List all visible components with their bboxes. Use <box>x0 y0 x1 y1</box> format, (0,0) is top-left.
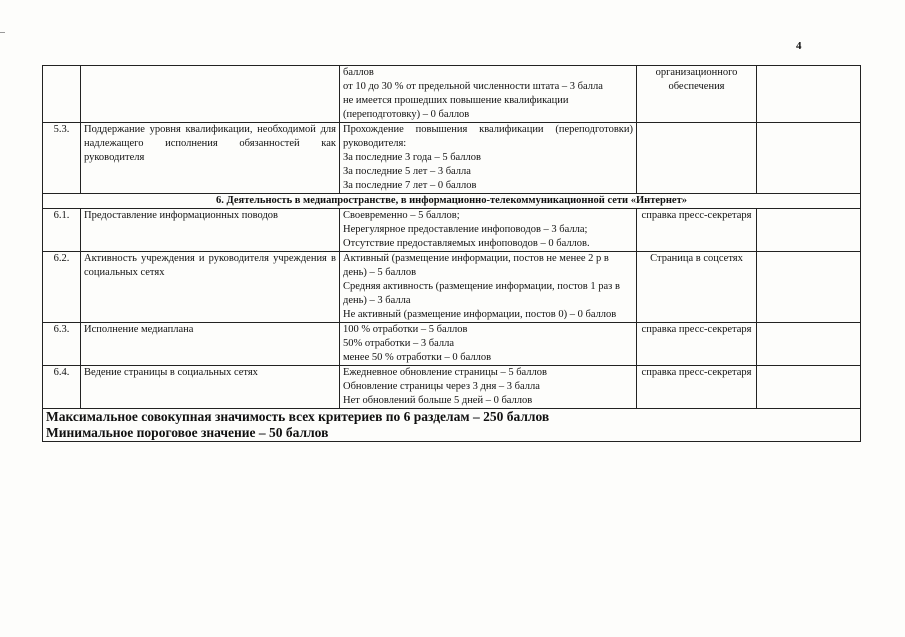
table-row <box>43 323 861 366</box>
table-row <box>43 252 861 323</box>
scoring-line: Обновление страницы через 3 дня – 3 балла <box>343 381 540 392</box>
scoring-line: менее 50 % отработки – 0 баллов <box>343 352 492 363</box>
source-cell: справка пресс-секретаря <box>637 366 757 409</box>
scoring-line: Нет обновлений больше 5 дней – 0 баллов <box>343 395 533 406</box>
scoring-line: Ежедневное обновление страницы – 5 баллов <box>343 367 547 378</box>
score-cell <box>757 66 861 123</box>
table-row <box>43 66 861 123</box>
score-cell <box>757 252 861 323</box>
score-cell <box>757 366 861 409</box>
scoring-cell <box>340 252 637 323</box>
score-cell <box>757 209 861 252</box>
criterion-cell <box>81 66 340 123</box>
score-cell <box>757 323 861 366</box>
scoring-line: За последние 7 лет – 0 баллов <box>343 180 477 191</box>
page-number: 4 <box>796 40 802 52</box>
row-number: 6.2. <box>43 252 81 323</box>
table-row <box>43 123 861 194</box>
scoring-line: За последние 5 лет – 3 балла <box>343 166 471 177</box>
table-row <box>43 209 861 252</box>
scoring-line: Своевременно – 5 баллов; <box>343 210 460 221</box>
section-header-row <box>43 194 861 209</box>
source-cell: организационного обеспечения <box>637 66 757 123</box>
scoring-line: не имеется прошедших повышение квалификации (переподготовку) – 0 баллов <box>343 95 569 120</box>
scoring-line: Прохождение повышения квалификации (переподготовки) руководителя: <box>343 124 633 149</box>
table-row <box>43 366 861 409</box>
scoring-line: от 10 до 30 % от предельной численности штата – 3 балла <box>343 81 603 92</box>
row-number: 6.3. <box>43 323 81 366</box>
scoring-cell <box>340 66 637 123</box>
summary-cell <box>43 409 861 442</box>
section-title: 6. Деятельность в медиапространстве, в информационно-телекоммуникационной сети «Интернет» <box>43 194 861 209</box>
scoring-cell <box>340 323 637 366</box>
scoring-cell <box>340 123 637 194</box>
scoring-line: 50% отработки – 3 балла <box>343 338 454 349</box>
criterion-cell: Поддержание уровня квалификации, необходимой для надлежащего исполнения обязанностей как руководителя <box>81 123 340 194</box>
scoring-line: баллов <box>343 67 374 78</box>
row-number: 5.3. <box>43 123 81 194</box>
scoring-line: Активный (размещение информации, постов не менее 2 р в день) – 5 баллов <box>343 253 609 278</box>
source-cell: Страница в соцсетях <box>637 252 757 323</box>
criteria-table <box>42 65 861 442</box>
scoring-line: 100 % отработки – 5 баллов <box>343 324 468 335</box>
scoring-line: Отсутствие предоставляемых инфоповодов – 0 баллов. <box>343 238 590 249</box>
max-score-text: Максимальное совокупная значимость всех критериев по 6 разделам – 250 баллов <box>46 409 550 424</box>
criterion-cell: Ведение страницы в социальных сетях <box>81 366 340 409</box>
scoring-line: Не активный (размещение информации, постов 0) – 0 баллов <box>343 309 617 320</box>
scoring-line: Нерегулярное предоставление инфоповодов – 3 балла; <box>343 224 588 235</box>
source-cell: справка пресс-секретаря <box>637 209 757 252</box>
scoring-line: За последние 3 года – 5 баллов <box>343 152 481 163</box>
row-number <box>43 66 81 123</box>
source-cell: справка пресс-секретаря <box>637 323 757 366</box>
criterion-cell: Активность учреждения и руководителя учреждения в социальных сетях <box>81 252 340 323</box>
scoring-line: Средняя активность (размещение информации, постов 1 раз в день) – 3 балла <box>343 281 620 306</box>
score-cell <box>757 123 861 194</box>
row-number: 6.1. <box>43 209 81 252</box>
criterion-cell: Исполнение медиаплана <box>81 323 340 366</box>
scoring-cell <box>340 209 637 252</box>
page-edge-mark <box>0 32 5 33</box>
min-score-text: Минимальное пороговое значение – 50 баллов <box>46 425 329 440</box>
source-cell <box>637 123 757 194</box>
scoring-cell <box>340 366 637 409</box>
summary-row <box>43 409 861 442</box>
criterion-cell: Предоставление информационных поводов <box>81 209 340 252</box>
row-number: 6.4. <box>43 366 81 409</box>
